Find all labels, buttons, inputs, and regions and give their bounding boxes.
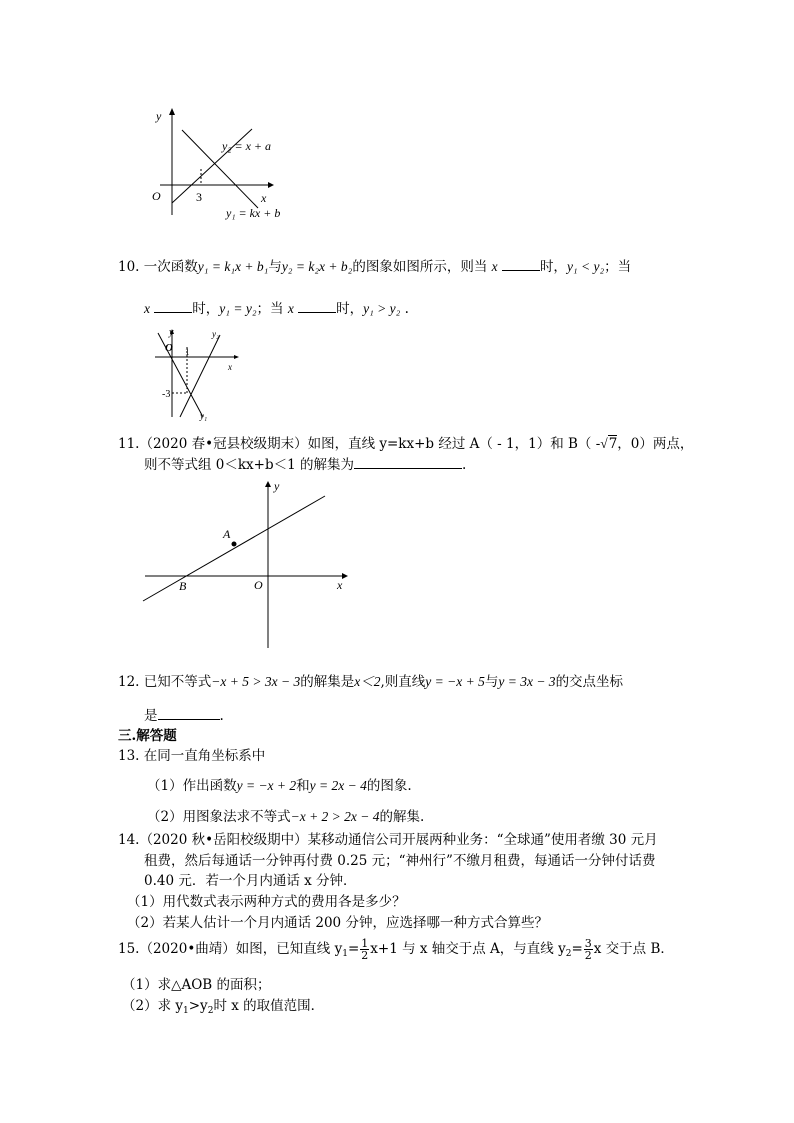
x-axis-label: x [261, 191, 267, 205]
q12-mid2: ,则直线 [380, 674, 426, 690]
q10-lt: y₁ < y₂ [566, 259, 605, 274]
q15-part2 [122, 994, 324, 1016]
origin-label: O [152, 189, 161, 203]
q15-eq2: = [571, 941, 583, 957]
q10-x-1: x [491, 259, 498, 274]
y-axis-label: y [156, 109, 162, 123]
tick-1: 1 [185, 347, 190, 357]
q15-mid: x+1 与 x 轴交于点 A，与直线 y [370, 941, 566, 957]
q11-text1: 11.（2020 春•冠县校级期末）如图，直线 y=kx+b 经过 A（ - 1，1）和 B（ - [118, 436, 601, 452]
label-B: B [179, 579, 187, 593]
q12-blank[interactable] [158, 707, 220, 720]
q12-end: . [219, 708, 224, 724]
q15-p2-pre: （2）求 y [122, 998, 184, 1014]
q10-x-2: x [144, 301, 150, 316]
q13-p1-pre: （1）作出函数 [147, 778, 237, 794]
q15-sub1: 1 [342, 949, 348, 959]
q12-mid: 的解集是 [300, 674, 355, 690]
q15-eq1: = [347, 941, 360, 957]
q10-dang-2: ；当 [256, 301, 284, 317]
q15-p2-mid: >y [188, 998, 208, 1014]
q13-p2-post: 的解集. [379, 809, 425, 825]
q10-when-1: 时， [539, 259, 567, 275]
q15-pre: 15.（2020•曲靖）如图，已知直线 y [118, 941, 343, 957]
tick-minus3: -3 [162, 389, 171, 400]
x-axis-label: x [228, 362, 232, 372]
q10-blank-1[interactable] [502, 258, 540, 271]
x-axis-arrow [342, 573, 348, 579]
q12-number: 12. [118, 674, 140, 690]
label-A: A [223, 527, 231, 541]
q14-line1: 14.（2020 秋•岳阳校级期中）某移动通信公司开展两种业务：“全球通”使用者缴 30 元月 [118, 832, 658, 848]
q15-p2-post: 时 x 的取值范围． [213, 998, 325, 1014]
y-axis-arrow [265, 481, 271, 487]
q15-part1: （1）求△AOB 的面积； [122, 977, 271, 993]
q13-f2: y = 2x − 4 [309, 778, 367, 793]
q11-text1-end: ，0）两点， [617, 436, 694, 452]
q15-frac2-num: 3 [584, 937, 592, 950]
q15-post: x 交于点 B． [593, 941, 674, 957]
q10-blank-3[interactable] [298, 300, 336, 313]
q15-p2-sub2: 2 [207, 1006, 214, 1016]
q11-sqrt-arg: 7 [608, 436, 618, 452]
q10-mid: 的图象如图所示，则当 [352, 259, 488, 275]
q10-dang-1: ；当 [604, 259, 632, 275]
y-axis-arrow [169, 108, 175, 115]
q10-line2 [144, 297, 409, 317]
q15-frac1 [360, 938, 369, 961]
q10-x-3: x [287, 301, 294, 316]
figure-q11-graph [140, 478, 360, 653]
q13-intro [118, 744, 265, 764]
q14-line3: 0.40 元．若一个月内通话 x 分钟． [144, 873, 357, 889]
q11-text2-end: . [462, 457, 467, 473]
x-axis-arrow [234, 355, 239, 359]
y-axis-label: y [169, 327, 174, 338]
q12-line2 [144, 704, 224, 724]
q10-line1 [118, 255, 631, 275]
q10-number: 10. [118, 259, 140, 275]
q15-sub2: 2 [565, 949, 572, 959]
q15-frac1-den: 2 [361, 949, 369, 962]
q13-ineq: −x + 2 > 2x − 4 [290, 809, 380, 824]
q14-line2: 租费，然后每通话一分钟再付费 0.25 元；“神州行”不缴月租费，每通话一分钟付话费 [144, 853, 656, 869]
q15-line1 [118, 937, 674, 961]
q11-text2: 则不等式组 0＜kx+b＜1 的解集为 [144, 457, 355, 473]
q11-blank[interactable] [354, 456, 462, 469]
q13-number: 13. [118, 748, 140, 764]
y1-label: y₁ [200, 411, 208, 421]
q12-l1: y = −x + 5 [425, 674, 485, 689]
origin-label: O [165, 342, 173, 354]
q10-blank-2[interactable] [154, 300, 192, 313]
q13-and: 和 [296, 778, 310, 794]
q12-l2: y = 3x − 3 [498, 674, 556, 689]
line-kx-b [143, 496, 325, 601]
q10-gt: y₁ > y₂ [363, 301, 401, 316]
section-3-heading: 三.解答题 [118, 728, 177, 744]
q10-prefix: 一次函数 [143, 259, 198, 275]
q10-period: . [404, 301, 409, 317]
q14-part1: （1）用代数式表示两种方式的费用各是多少？ [127, 894, 406, 910]
q10-eq1: y₁ = k₁x + b₁ [197, 259, 269, 274]
q12-line2-text: 是 [144, 708, 158, 724]
x-axis-arrow [268, 182, 274, 188]
tick-3: 3 [196, 190, 202, 204]
y2-label: y₂ = x + a [222, 139, 272, 153]
q15-frac2 [584, 938, 593, 961]
y-axis-label: y [274, 479, 280, 493]
figure-top-graph [140, 105, 310, 225]
q13-intro-text: 在同一直角坐标系中 [143, 748, 266, 764]
q11-line2 [144, 453, 466, 473]
q12-line1 [118, 670, 623, 690]
q11-line1: 11.（2020 春•冠县校级期末）如图，直线 y=kx+b 经过 A（ - 1，1）和 B（ -√7，0）两点， [118, 436, 694, 452]
point-A [232, 542, 237, 547]
x-axis-label: x [337, 578, 343, 592]
q14-part2: （2）若某人估计一个月内通话 200 分钟，应选择哪一种方式合算些？ [127, 915, 548, 931]
q12-ineq: −x + 5 > 3x − 3 [211, 674, 301, 689]
q15-frac1-num: 1 [361, 937, 369, 950]
q13-f1: y = −x + 2 [236, 778, 297, 793]
q12-post: 的交点坐标 [555, 674, 624, 690]
q12-pre: 已知不等式 [143, 674, 212, 690]
y2-label: y₂ [212, 329, 220, 339]
q13-p2-pre: （2）用图象法求不等式 [147, 809, 291, 825]
q13-part2 [147, 805, 424, 825]
figure-q10-graph [150, 325, 245, 423]
q10-when-2: 时， [192, 301, 220, 317]
q10-when-3: 时， [336, 301, 364, 317]
q12-and: 与 [484, 674, 499, 690]
q15-p2-sub1: 1 [183, 1006, 189, 1016]
q10-eq: y₁ = y₂ [219, 301, 257, 316]
q13-p1-post: 的图象. [366, 778, 412, 794]
q13-part1 [147, 774, 412, 794]
origin-label: O [254, 578, 263, 592]
y1-label: y₁ = kx + b [226, 206, 281, 220]
q15-frac2-den: 2 [584, 949, 592, 962]
q10-eq2: y₂ = k₂x + b₂ [281, 259, 353, 274]
q10-and: 与 [268, 259, 282, 275]
q12-sol: x＜2 [354, 674, 381, 689]
